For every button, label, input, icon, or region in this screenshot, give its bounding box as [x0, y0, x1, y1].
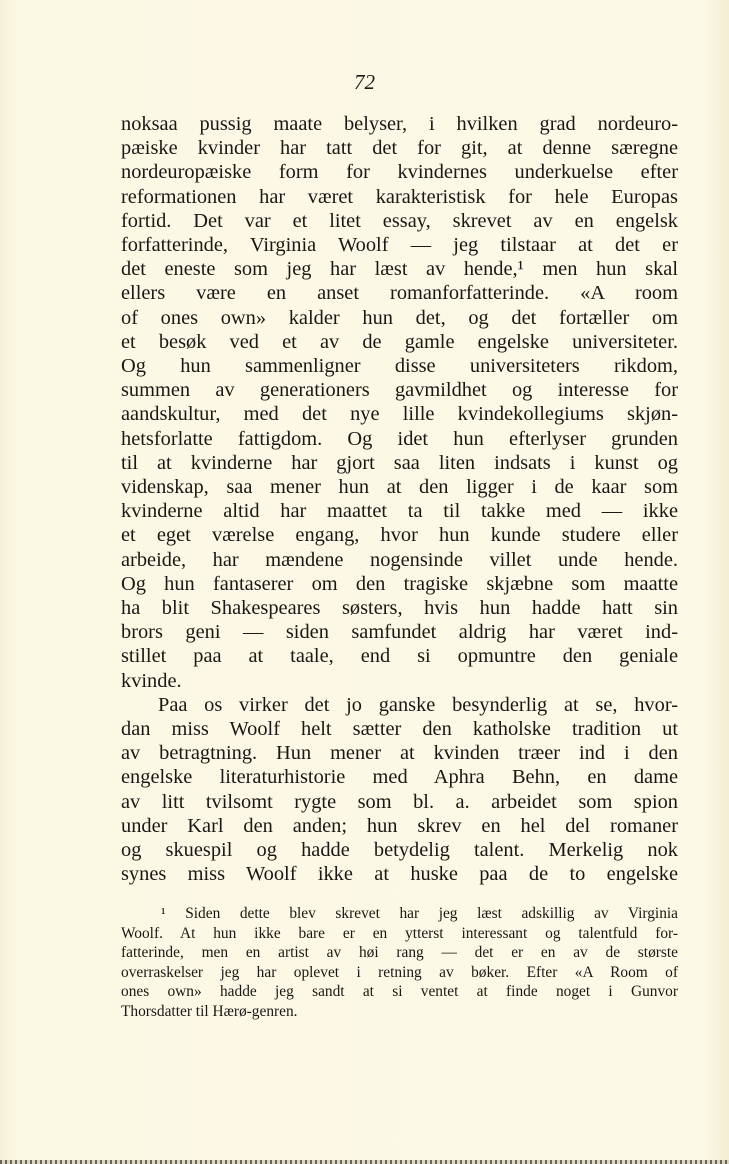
body-line: engelske literaturhistorie med Aphra Behn, en dame [121, 766, 678, 789]
body-line: Og hun fantaserer om den tragiske skjæbne som maatte [121, 572, 678, 595]
body-line: reformationen har været karakteristisk for hele Europas [121, 185, 678, 208]
body-line: summen av generationers gavmildhet og interesse for [121, 379, 678, 402]
body-line: ellers være en anset romanforfatterinde. «A room [121, 282, 678, 305]
body-line: aandskultur, med det nye lille kvindekollegiums skjøn- [121, 403, 678, 426]
body-line: et eget værelse engang, hvor hun kunde studere eller [121, 524, 678, 547]
body-line: videnskap, saa mener hun at den ligger i de kaar som [121, 476, 678, 499]
body-line: et besøk ved et av de gamle engelske universiteter. [121, 330, 678, 353]
body-text [121, 112, 678, 887]
footnote-line: overraskelser jeg har oplevet i retning av bøker. Efter «A Room of [121, 963, 678, 981]
body-line: hetsforlatte fattigdom. Og idet hun efterlyser grunden [121, 427, 678, 450]
footnote-line: ones own» hadde jeg sandt at si ventet at finde noget i Gunvor [121, 983, 678, 1001]
body-line: of ones own» kalder hun det, og det fortæller om [121, 306, 678, 329]
footnote-line: Thorsdatter til Hærø-genren. [121, 1002, 298, 1020]
body-line: under Karl den anden; hun skrev en hel del romaner [121, 814, 678, 837]
page-number: 72 [354, 70, 375, 94]
body-line: brors geni — siden samfundet aldrig har været ind- [121, 621, 678, 644]
footnote-line: ¹ Siden dette blev skrevet har jeg læst adskillig av Virginia [161, 905, 678, 922]
body-line: til at kvinderne har gjort saa liten indsats i kunst og [121, 451, 678, 474]
body-line: arbeide, har mændene nogensinde villet unde hende. [121, 548, 678, 571]
body-line: kvinde. [121, 669, 182, 692]
page-bottom-edge [0, 1160, 729, 1164]
footnotes [121, 904, 678, 1022]
body-line: av litt tvilsomt rygte som bl. a. arbeidet som spion [121, 790, 678, 813]
body-line: stillet paa at taale, end si opmuntre den geniale [121, 645, 678, 668]
body-line: og skuespil og hadde betydelig talent. Merkelig nok [121, 839, 678, 862]
body-line: Paa os virker det jo ganske besynderlig at se, hvor- [158, 693, 678, 716]
body-line: Og hun sammenligner disse universiteters rikdom, [121, 355, 678, 378]
body-line: synes miss Woolf ikke at huske paa de to engelske [121, 863, 678, 886]
footnote-line: Woolf. At hun ikke bare er en ytterst interessant og talentfuld for- [121, 924, 678, 942]
body-line: nordeuropæiske form for kvindernes underkuelse efter [121, 161, 678, 184]
body-line: ha blit Shakespeares søsters, hvis hun hadde hatt sin [121, 597, 678, 620]
body-line: fortid. Det var et litet essay, skrevet av en engelsk [121, 209, 678, 232]
body-line: forfatterinde, Virginia Woolf — jeg tilstaar at det er [121, 234, 678, 257]
body-line: dan miss Woolf helt sætter den katholske tradition ut [121, 718, 678, 741]
body-line: det eneste som jeg har læst av hende,¹ men hun skal [121, 258, 678, 281]
body-line: pæiske kvinder har tatt det for git, at denne særegne [121, 137, 678, 160]
body-line: kvinderne altid har maattet ta til takke med — ikke [121, 500, 678, 523]
footnote-line: fatterinde, men en artist av høi rang — det er en av de største [121, 944, 678, 962]
body-line: av betragtning. Hun mener at kvinden træer ind i den [121, 742, 678, 765]
body-line: noksaa pussig maate belyser, i hvilken grad nordeuro- [121, 113, 678, 135]
